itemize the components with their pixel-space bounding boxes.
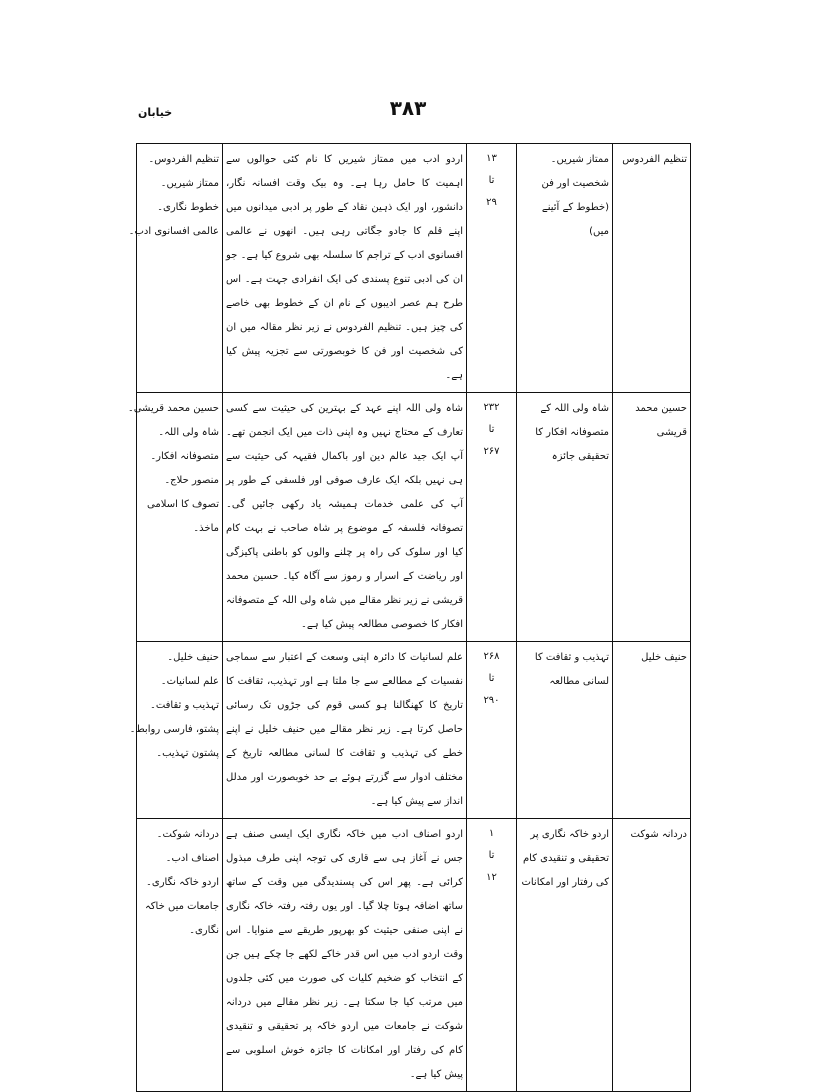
title-cell: تہذیب و ثقافت کا لسانی مطالعہ	[517, 642, 613, 819]
page-start: ۱۳	[486, 153, 497, 164]
table-row	[137, 642, 691, 819]
page-start: ۱	[488, 828, 495, 839]
table-row	[137, 144, 691, 393]
page-to: تا	[488, 424, 495, 435]
table-row	[137, 819, 691, 1092]
pages-cell	[467, 819, 517, 1092]
keyword: اردو خاکہ نگاری۔	[146, 877, 219, 888]
page-end: ۲۹	[486, 197, 497, 208]
keyword: منصور حلاج۔	[164, 475, 219, 486]
keyword: متصوفانہ افکار۔	[150, 451, 219, 462]
pages-cell	[467, 144, 517, 393]
keyword: حنیف خلیل۔	[167, 652, 219, 663]
keyword: خطوط نگاری۔	[157, 202, 219, 213]
title-cell: ممتاز شیریں۔ شخصیت اور فن (خطوط کے آئینے میں)	[517, 144, 613, 393]
keyword: ماخذ۔	[193, 523, 219, 534]
keyword: اصناف ادب۔	[165, 853, 219, 864]
author-cell: حسین محمد قریشی	[613, 393, 691, 642]
keyword: جامعات میں خاکہ	[144, 901, 219, 912]
summary-cell: علم لسانیات کا دائرہ اپنی وسعت کے اعتبار سے سماجی نفسیات کے مطالعے سے جا ملتا ہے اور تہذیب، ثقافت کا تاریخ کا کھنگالنا ہو کسی قوم کی جڑوں تک رسائی حاصل کرتا ہے۔ زیر نظر مقالے میں حنیف خلیل نے اپنے خطے کی تہذیب و ثقافت کا لسانی مطالعہ تاریخ کے مختلف ادوار سے گزرتے ہوئے بے حد خوبصورت اور مدلل انداز سے پیش کیا ہے۔	[223, 642, 467, 819]
page-to: تا	[488, 175, 495, 186]
author-cell: دردانہ شوکت	[613, 819, 691, 1092]
summary-cell: اردو اصناف ادب میں خاکہ نگاری ایک ایسی صنف ہے جس نے آغاز ہی سے قاری کی توجہ اپنی طرف مبذول کرائی ہے۔ پھر اس کی پسندیدگی میں وقت کے ساتھ ساتھ اضافہ ہوتا چلا گیا۔ اور یوں رفتہ رفتہ خاکہ نگاری نے اپنی صنفی حیثیت کو بھرپور طریقے سے منوایا۔ اس وقت اردو ادب میں اس قدر خاکے لکھے جا چکے ہیں جن کے انتخاب کو ضخیم کلیات کی صورت میں کئی جلدوں میں مرتب کیا جا سکتا ہے۔ زیر نظر مقالے میں دردانہ شوکت نے جامعات میں اردو خاکہ پر تحقیقی و تنقیدی کام کی رفتار اور امکانات کا جائزہ خوش اسلوبی سے پیش کیا ہے۔	[223, 819, 467, 1092]
keywords-cell	[128, 144, 223, 393]
keyword: پشتو، فارسی روابط۔	[129, 724, 219, 735]
pages-cell	[467, 642, 517, 819]
title-cell: شاہ ولی اللہ کے متصوفانہ افکار کا تحقیقی جائزہ	[517, 393, 613, 642]
page-start: ۲۳۲	[483, 402, 500, 413]
table-row	[137, 393, 691, 642]
keyword: علم لسانیات۔	[160, 676, 219, 687]
keyword: حسین محمد قریشی۔	[127, 403, 219, 414]
author-cell: تنظیم الفردوس	[613, 144, 691, 393]
page-start: ۲۶۸	[483, 651, 500, 662]
page-to: تا	[488, 673, 495, 684]
keyword: تنظیم الفردوس۔	[148, 154, 219, 165]
keywords-cell	[137, 819, 223, 1092]
page-end: ۱۲	[486, 872, 497, 883]
keyword: دردانہ شوکت۔	[156, 829, 219, 840]
keyword: تہذیب و ثقافت۔	[149, 700, 219, 711]
page-end: ۲۹۰	[483, 695, 500, 706]
summary-cell: شاہ ولی اللہ اپنے عہد کے بہترین کی حیثیت سے کسی تعارف کے محتاج نہیں وہ اپنی ذات میں ایک انجمن تھے۔ آپ ایک جید عالم دین اور باکمال فقیہہ کی حیثیت سے ہی نہیں بلکہ ایک عارف صوفی اور فلسفی کے طور پر آپ کی علمی خدمات ہمیشہ یاد رکھی جائیں گی۔ تصوفانہ فلسفہ کے موضوع پر شاہ صاحب نے بہت کام کیا اور سلوک کی راہ پر چلنے والوں کو باطنی پاکیزگی اور ریاضت کے اسرار و رموز سے آگاہ کیا۔ حسین محمد قریشی نے زیر نظر مقالے میں شاہ ولی اللہ کے متصوفانہ افکار کا خصوصی مطالعہ پیش کیا ہے۔	[223, 393, 467, 642]
keywords-cell	[129, 642, 223, 819]
keyword: ممتاز شیریں۔	[160, 178, 219, 189]
keyword: تصوف کا اسلامی	[147, 499, 219, 510]
keyword: پشتون تہذیب۔	[156, 748, 219, 759]
page-number: ۳۸۳	[389, 96, 427, 120]
keyword: عالمی افسانوی ادب۔	[128, 226, 219, 237]
keyword: نگاری۔	[189, 925, 219, 936]
page-to: تا	[488, 850, 495, 861]
journal-name: خیابان	[138, 106, 173, 119]
summary-cell: اردو ادب میں ممتاز شیریں کا نام کئی حوالوں سے اہمیت کا حامل رہا ہے۔ وہ بیک وقت افسانہ نگار، دانشور، اور ایک ذہین نقاد کے طور پر ادبی میدانوں میں اپنے قلم کا جادو جگاتی رہی ہیں۔ انھوں نے عالمی افسانوی ادب کے تراجم کا سلسلہ بھی شروع کیا ہے۔ جو ان کی ادبی تنوع پسندی کی ایک انفرادی جہت ہے۔ اس طرح ہم عصر ادیبوں کے نام ان کے خطوط بھی خاصے کی چیز ہیں۔ تنظیم الفردوس نے زیر نظر مقالہ میں ان کی شخصیت اور فن کا خوبصورتی سے تجزیہ پیش کیا ہے۔	[223, 144, 467, 393]
keyword: شاہ ولی اللہ۔	[158, 427, 219, 438]
page-end: ۲۶۷	[483, 446, 500, 457]
pages-cell	[467, 393, 517, 642]
title-cell: اردو خاکہ نگاری پر تحقیقی و تنقیدی کام کی رفتار اور امکانات	[517, 819, 613, 1092]
author-cell: حنیف خلیل	[613, 642, 691, 819]
article-index-table	[127, 143, 691, 1092]
keywords-cell	[127, 393, 223, 642]
